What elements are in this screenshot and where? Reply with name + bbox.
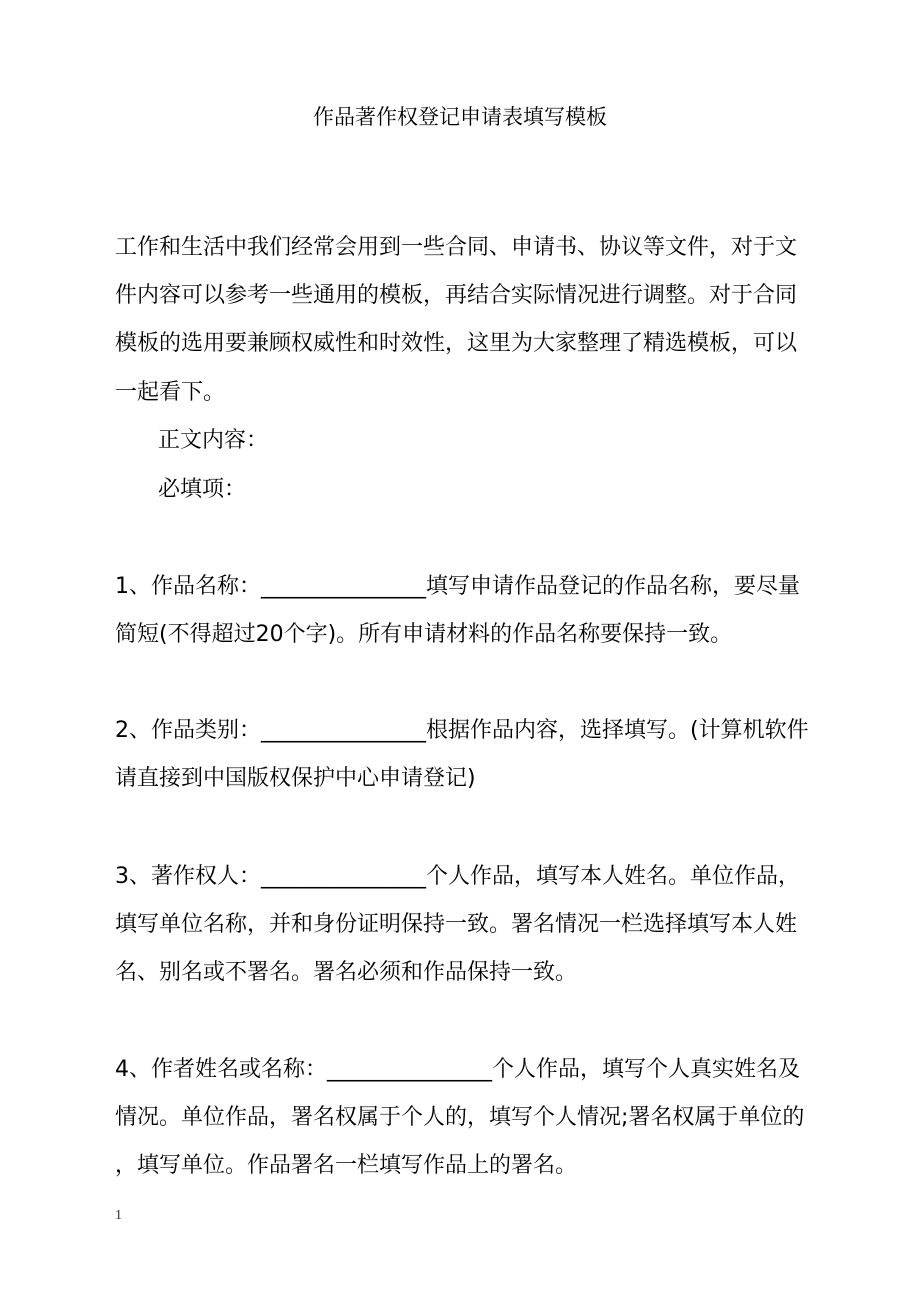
item-2-line: 2、作品类别：_______________根据作品内容，选择填写。(计算机软件	[115, 718, 809, 743]
document-title: 作品著作权登记申请表填写模板	[313, 105, 607, 129]
page-number: 1	[115, 1208, 122, 1223]
item-1-line: 简短(不得超过20个字)。所有申请材料的作品名称要保持一致。	[115, 622, 733, 647]
intro-line: 模板的选用要兼顾权威性和时效性，这里为大家整理了精选模板，可以	[115, 331, 798, 356]
intro-line: 件内容可以参考一些通用的模板，再结合实际情况进行调整。对于合同	[115, 283, 798, 308]
item-4-line: ，填写单位。作品署名一栏填写作品上的署名。	[115, 1153, 578, 1178]
item-3-line: 填写单位名称，并和身份证明保持一致。署名情况一栏选择填写本人姓	[115, 912, 798, 937]
body-label: 正文内容：	[158, 428, 269, 453]
item-4-line: 4、作者姓名或名称：_______________个人作品，填写个人真实姓名及	[115, 1057, 800, 1082]
item-3-line: 名、别名或不署名。署名必须和作品保持一致。	[115, 960, 578, 985]
item-4-line: 情况。单位作品，署名权属于个人的，填写个人情况;署名权属于单位的	[115, 1105, 805, 1130]
item-3-line: 3、著作权人：_______________个人作品，填写本人姓名。单位作品，	[115, 864, 800, 889]
required-label: 必填项：	[158, 477, 247, 502]
item-1-line: 1、作品名称：_______________填写申请作品登记的作品名称，要尽量	[115, 574, 800, 599]
intro-line: 一起看下。	[115, 380, 226, 405]
item-2-line: 请直接到中国版权保护中心申请登记)	[115, 766, 476, 791]
intro-line: 工作和生活中我们经常会用到一些合同、申请书、协议等文件，对于文	[115, 235, 798, 260]
